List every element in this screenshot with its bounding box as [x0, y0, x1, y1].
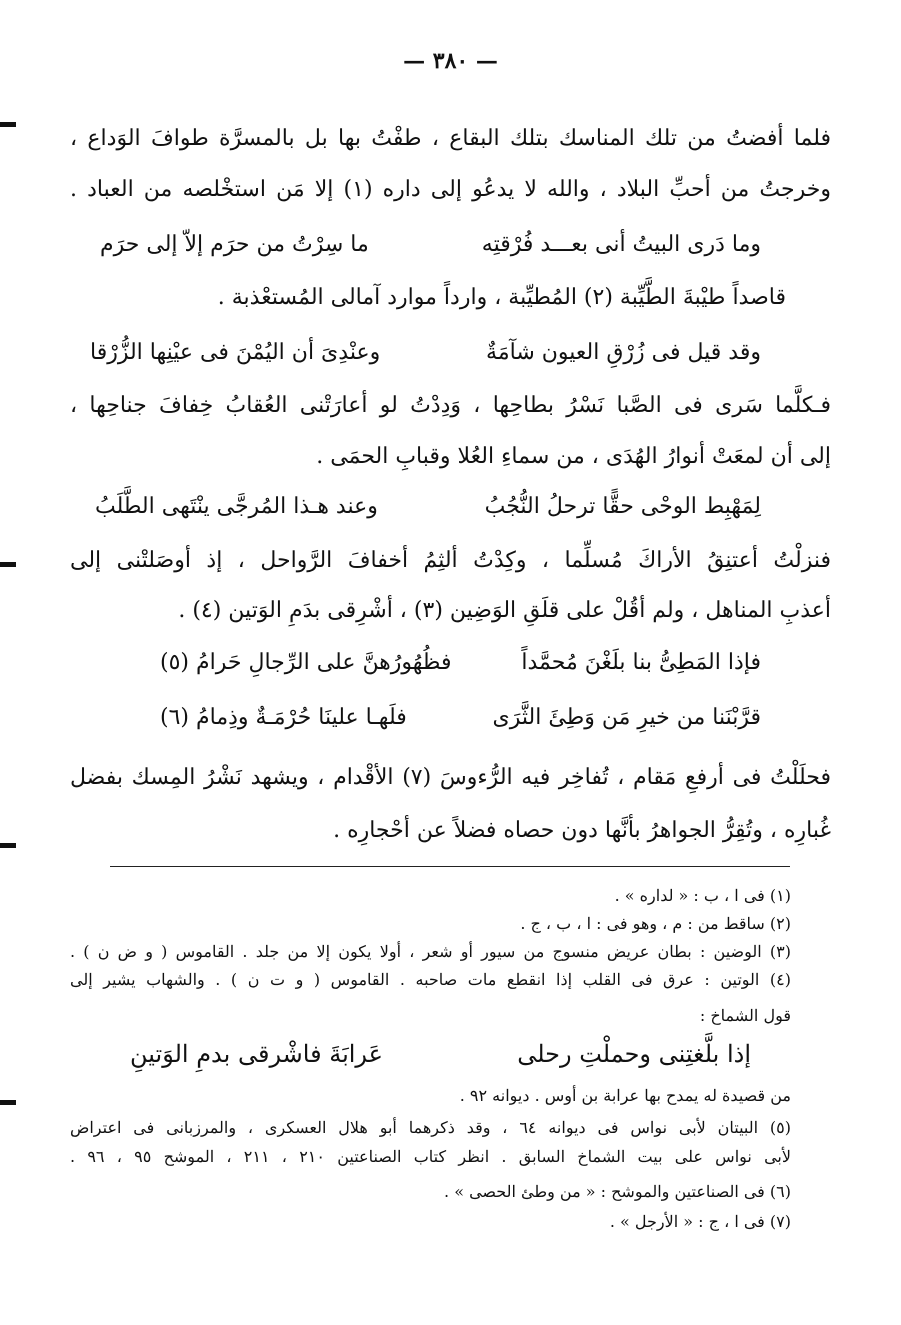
page-number: — ٣٨٠ —: [403, 48, 498, 74]
body-line-8: فحلَلْتُ فى أرفعِ مَقام ، تُفاخِر فيه الرُّءوسَ (٧) الأقْدام ، ويشهد نَشْرُ المِسك بفضل: [70, 765, 831, 790]
verse-3-first-hemistich: لِمَهْبِط الوحْى حقًّا ترحلُ النُّجُبُ: [484, 494, 761, 519]
footnote-4-line-3: من قصيدة له يمدح بها عرابة بن أوس . ديوانه ٩٢ .: [459, 1086, 791, 1105]
footnote-6: (٦) فى الصناعتين والموشح : « من وطئ الحصى » .: [444, 1182, 791, 1201]
footnote-7: (٧) فى ا ، ج : « الأرجل » .: [609, 1212, 791, 1231]
footnote-2: (٢) ساقط من : م ، وهو فى : ا ، ب ، ج .: [520, 914, 791, 933]
footnote-5-line-2: لأبى نواس على بيت الشماخ السابق . انظر كتاب الصناعتين ٢١٠ ، ٢١١ ، الموشح ٩٥ ، ٩٦ .: [70, 1147, 792, 1166]
footnote-3: (٣) الوضين : بطان عريض منسوج من سيور أو شعر ، أولا يكون إلا من جلد . القاموس ( و ض ن ) .: [70, 942, 791, 961]
body-line-9: غُبارِه ، وتُقِرُّ الجواهرُ بأنَّها دون حصاه فضلاً عن أحْجارِه .: [333, 818, 831, 843]
body-line-4: فـكلَّما سَرى فى الصَّبا نَسْرُ بطاحِها ، وَدِدْتُ لو أعارَتْنى العُقابُ خِفافَ جناحِها ،: [70, 393, 831, 418]
verse-4-first-hemistich: فإذا المَطِىُّ بنا بلَغْنَ مُحمَّداً: [521, 650, 761, 675]
footnote-4-line-1: (٤) الوتين : عرق فى القلب إذا انقطع مات صاحبه . القاموس ( و ت ن ) . والشهاب يشير إلى: [70, 970, 791, 989]
body-line-2: وخرجتُ من أحبِّ البلاد ، والله لا يدعُو إلى داره (١) إلا مَن استخْلصه من العباد .: [70, 177, 832, 202]
margin-mark: [0, 843, 16, 848]
footnote-verse-second-hemistich: عَرابَةَ فاشْرقى بدمِ الوَتينِ: [130, 1040, 383, 1068]
footnote-4-line-2: قول الشماخ :: [699, 1006, 791, 1025]
body-line-7: أعذبِ المناهل ، ولم أقُلْ على قلَقِ الوَضِين (٣) ، أشْرِقى بدَمِ الوَتين (٤) .: [178, 598, 831, 623]
margin-mark: [0, 1100, 16, 1105]
margin-mark: [0, 122, 16, 127]
verse-2-first-hemistich: وقد قيل فى زُرْقِ العيون شآمَةٌ: [486, 340, 761, 365]
verse-5-second-hemistich: فلَهـا علينَا حُرْمَـةٌ وذِمامُ (٦): [160, 705, 407, 730]
verse-1-first-hemistich: وما دَرى البيتُ أنى بعـــد فُرْقتِه: [481, 232, 761, 257]
margin-mark: [0, 562, 16, 567]
verse-5-first-hemistich: قرَّبْنَنا من خيرِ مَن وَطِئَ الثَّرَى: [492, 705, 761, 730]
body-line-6: فنزلْتُ أعتنِقُ الأراكَ مُسلِّما ، وكِدْتُ ألثِمُ أخفافَ الرَّواحل ، إذ أوصَلتْنى إلى: [70, 548, 831, 573]
footnote-separator: [110, 866, 790, 867]
body-line-5: إلى أن لمعَتْ أنوارُ الهُدَى ، من سماءِ العُلا وقبابِ الحمَى .: [316, 444, 831, 469]
footnote-1: (١) فى ا ، ب : « لداره » .: [614, 886, 791, 905]
footnote-verse-first-hemistich: إذا بلَّغتِنى وحملْتِ رحلى: [517, 1040, 751, 1068]
verse-2-second-hemistich: وعنْدِىَ أن اليُمْنَ فى عيْنِها الزُّرْقا: [90, 340, 381, 365]
body-line-3: قاصداً طيْبةَ الطَّيِّبة (٢) المُطيِّبة ، وارداً موارد آمالى المُستعْذبة .: [217, 285, 786, 310]
footnote-5-line-1: (٥) البيتان لأبى نواس فى ديوانه ٦٤ ، وقد ذكرهما أبو هلال العسكرى ، والمرزبانى فى اعتراض: [70, 1118, 791, 1137]
verse-3-second-hemistich: وعند هـذا المُرجَّى ينْتَهى الطَّلَبُ: [95, 494, 378, 519]
body-line-1: فلما أفضتُ من تلك المناسك بتلك البقاع ، طفْتُ بها بل بالمسرَّة طوافَ الوَداع ،: [70, 126, 831, 151]
verse-1-second-hemistich: ما سِرْتُ من حرَم إلاّ إلى حرَم: [100, 232, 369, 257]
verse-4-second-hemistich: فظُهُورُهنَّ على الرِّجالِ حَرامُ (٥): [160, 650, 452, 675]
